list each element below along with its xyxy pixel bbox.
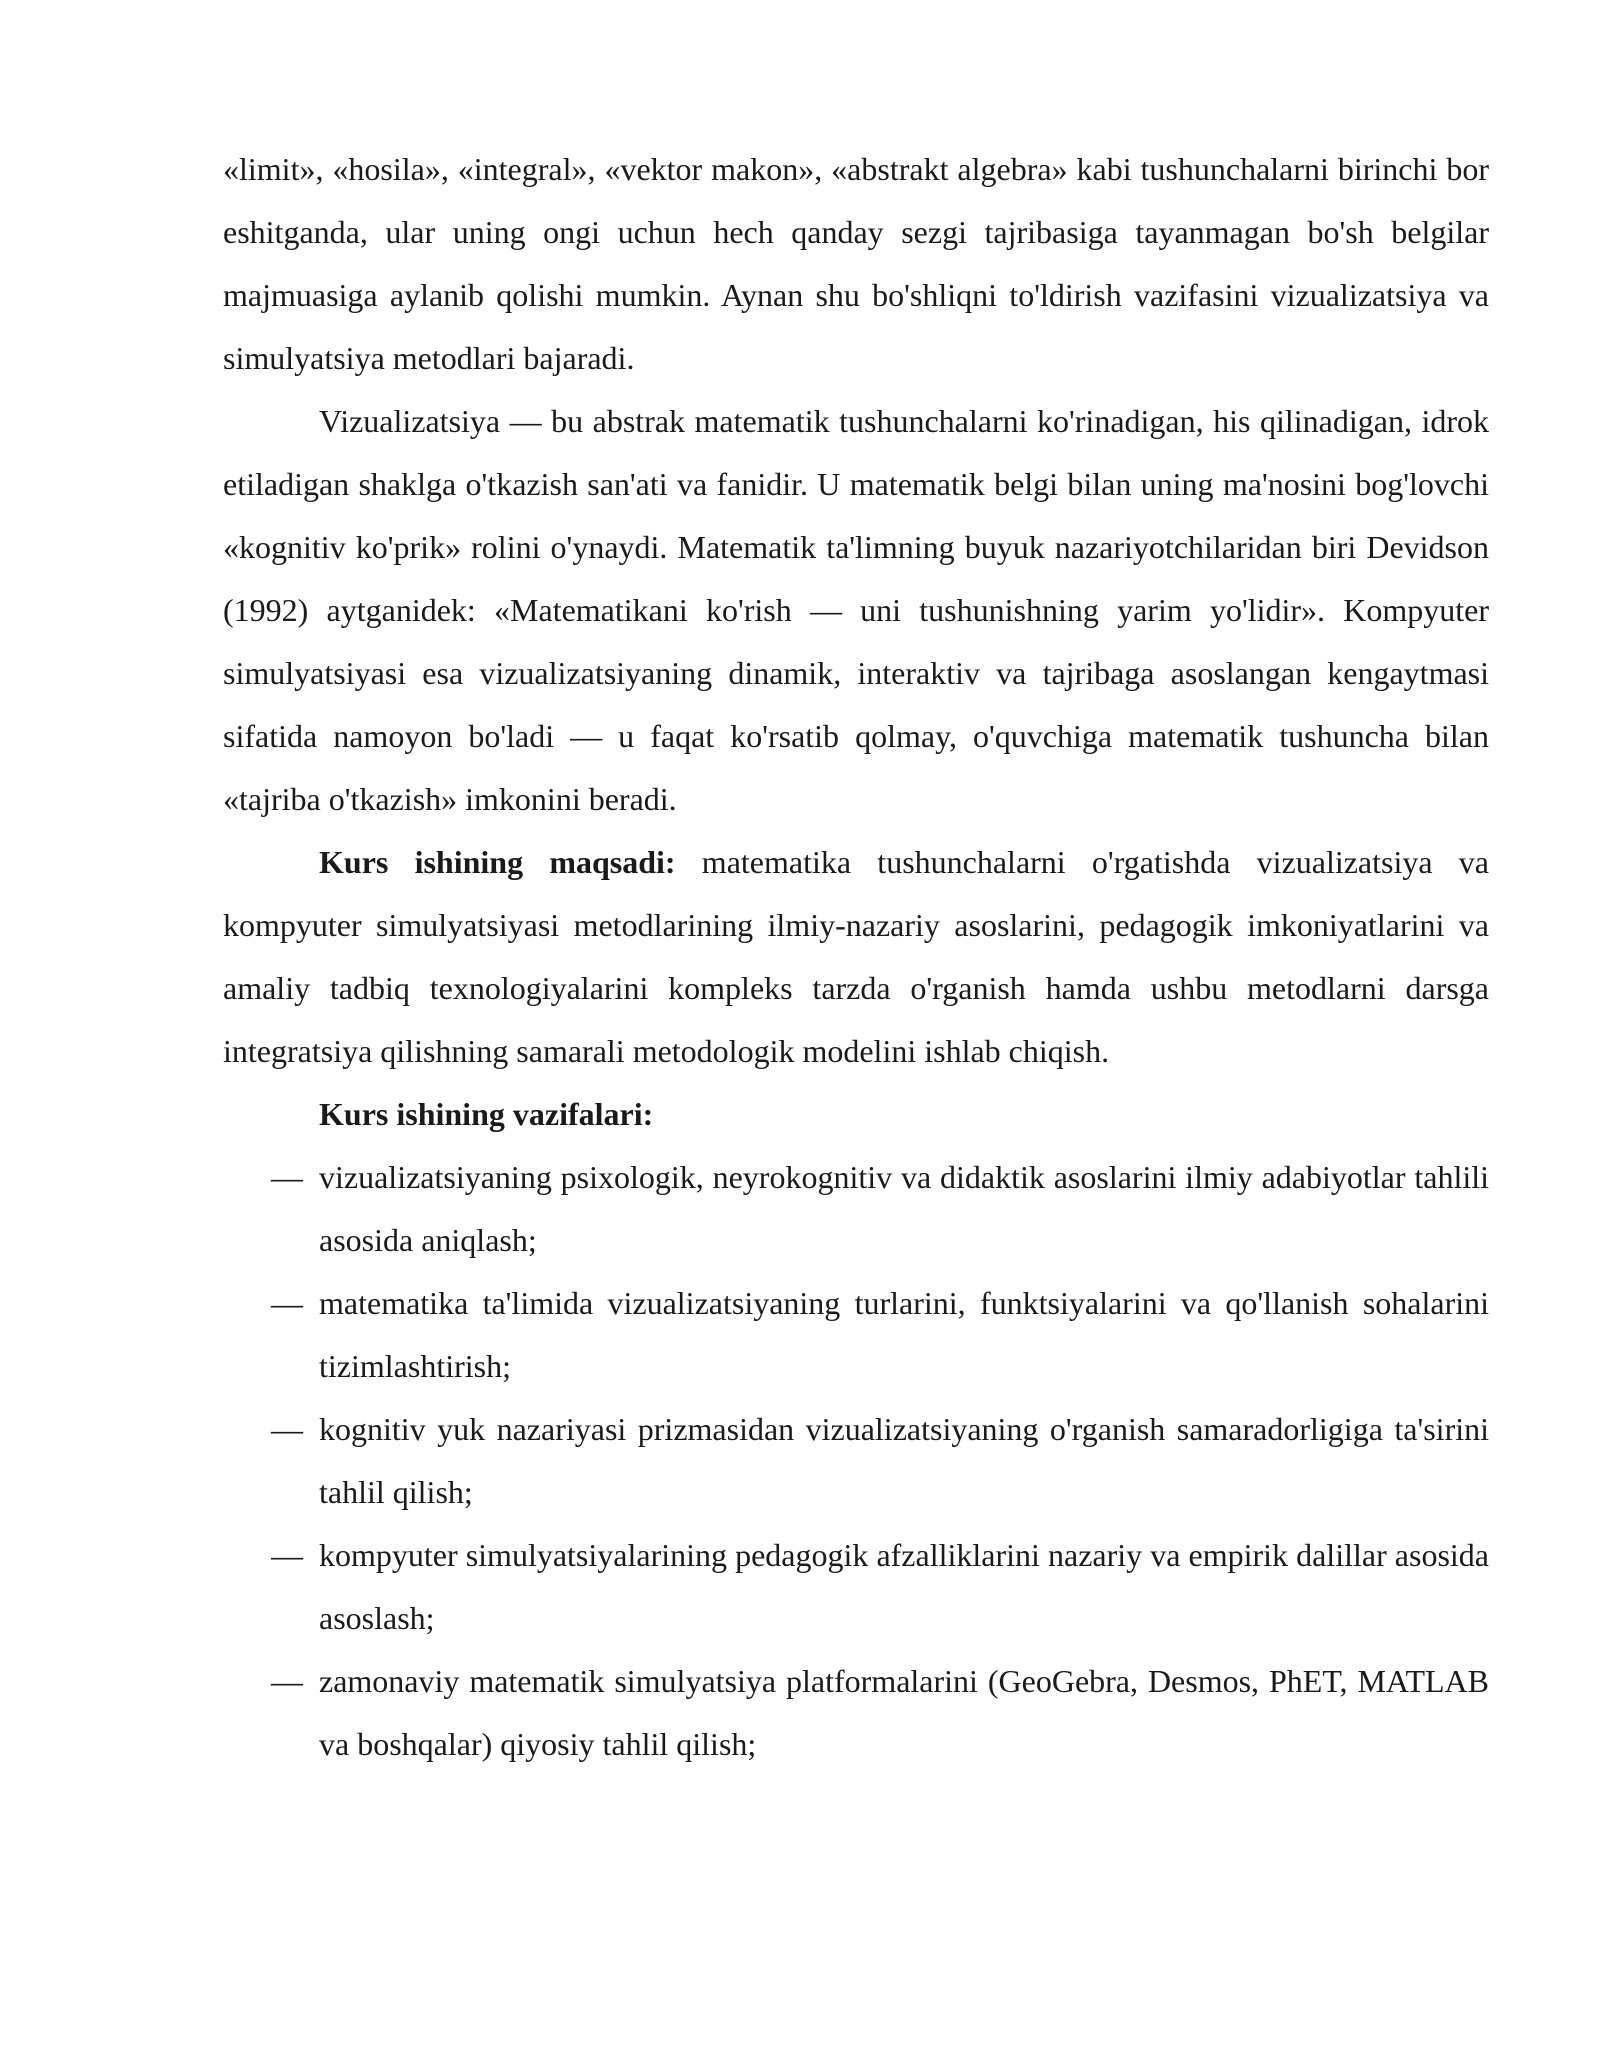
visualization-paragraph: Vizualizatsiya — bu abstrak matematik tushunchalarni ko'rinadigan, his qilinadigan, idrok etiladigan shaklga o'tkazish san'ati va fanidir. U matematik belgi bilan uning ma'nosini bog'lovchi «kognitiv ko'prik» rolini o'ynaydi. Matematik ta'limning buyuk nazariyotchilaridan biri Devidson (1992) aytganidek: «Matematikani ko'rish — uni tushunishning yarim yo'lidir». Kompyuter simulyatsiyasi esa vizualizatsiyaning dinamik, interaktiv va tajribaga asoslangan kengaytmasi sifatida namoyon bo'ladi — u faqat ko'rsatib qolmay, o'quvchiga matematik tushuncha bilan «tajriba o'tkazish» imkonini beradi. bbox=[223, 403, 1489, 817]
task-text: zamonaviy matematik simulyatsiya platformalarini (GeoGebra, Desmos, PhET, MATLAB va boshqalar) qiyosiy tahlil qilish; bbox=[319, 1663, 1489, 1762]
dash-marker: — bbox=[271, 1285, 303, 1321]
tasks-list bbox=[223, 1146, 1489, 1776]
tasks-heading: Kurs ishining vazifalari: bbox=[319, 1096, 654, 1132]
goal-label: Kurs ishining maqsadi: bbox=[319, 844, 676, 880]
dash-marker: — bbox=[271, 1159, 303, 1195]
dash-marker: — bbox=[271, 1663, 303, 1699]
task-item bbox=[223, 1398, 1489, 1524]
dash-marker: — bbox=[271, 1411, 303, 1447]
task-text: vizualizatsiyaning psixologik, neyrokognitiv va didaktik asoslarini ilmiy adabiyotlar tahlili asosida aniqlash; bbox=[319, 1159, 1489, 1258]
task-item bbox=[223, 1146, 1489, 1272]
task-item bbox=[223, 1272, 1489, 1398]
task-item bbox=[223, 1650, 1489, 1776]
goal-text: matematika tushunchalarni o'rgatishda vizualizatsiya va kompyuter simulyatsiyasi metodlarining ilmiy-nazariy asoslarini, pedagogik imkoniyatlarini va amaliy tadbiq texnologiyalarini kompleks tarzda o'rganish hamda ushbu metodlarni darsga integratsiya qilishning samarali metodologik modelini ishlab chiqish. bbox=[223, 844, 1490, 1069]
document-page bbox=[223, 138, 1489, 1776]
goal-paragraph bbox=[223, 831, 1489, 1083]
task-text: kompyuter simulyatsiyalarining pedagogik afzalliklarini nazariy va empirik dalillar asosida asoslash; bbox=[319, 1537, 1489, 1636]
intro-paragraph: «limit», «hosila», «integral», «vektor makon», «abstrakt algebra» kabi tushunchalarni birinchi bor eshitganda, ular uning ongi uchun hech qanday sezgi tajribasiga tayanmagan bo'sh belgilar majmuasiga aylanib qolishi mumkin. Aynan shu bo'shliqni to'ldirish vazifasini vizualizatsiya va simulyatsiya metodlari bajaradi. bbox=[223, 151, 1489, 376]
task-text: matematika ta'limida vizualizatsiyaning turlarini, funktsiyalarini va qo'llanish sohalarini tizimlashtirish; bbox=[319, 1285, 1489, 1384]
task-text: kognitiv yuk nazariyasi prizmasidan vizualizatsiyaning o'rganish samaradorligiga ta'sirini tahlil qilish; bbox=[319, 1411, 1489, 1510]
task-item bbox=[223, 1524, 1489, 1650]
dash-marker: — bbox=[271, 1537, 303, 1573]
